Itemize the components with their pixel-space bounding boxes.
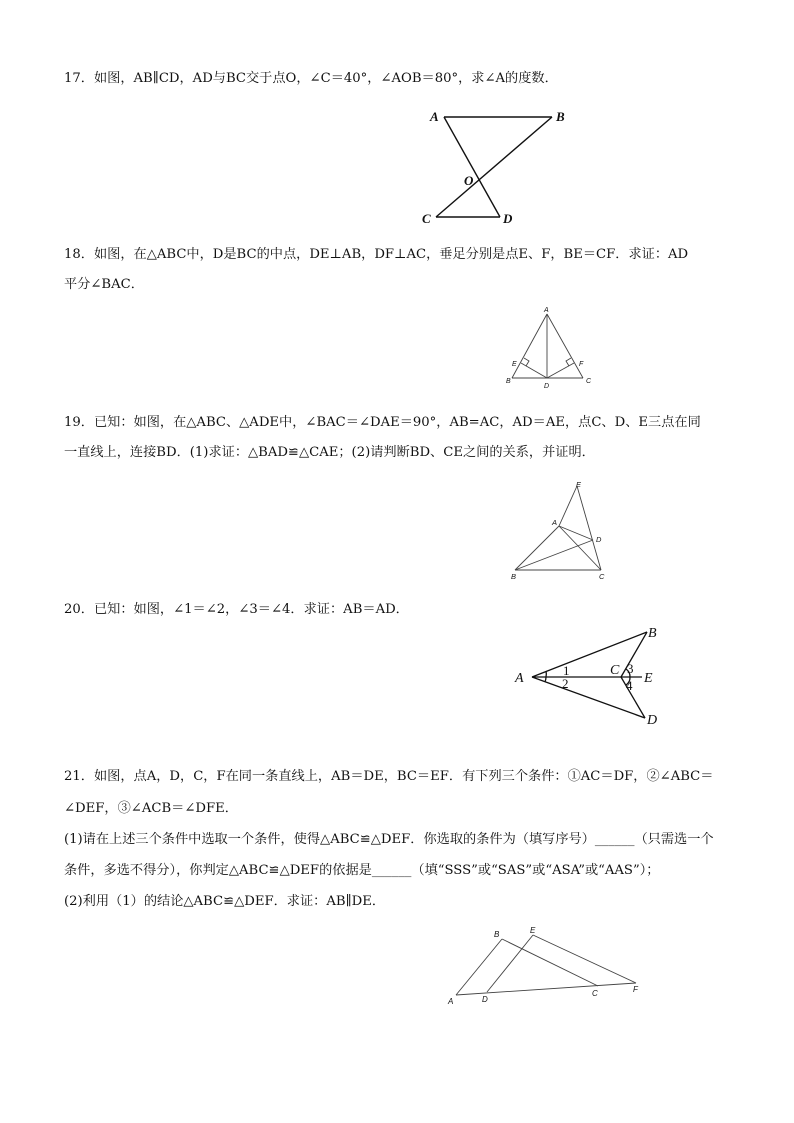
q17-lines: [436, 117, 552, 217]
segment-bc: [436, 117, 552, 217]
q21-line2: ∠DEF，③∠ACB＝∠DFE．: [64, 801, 238, 816]
q18-label-c: C: [586, 378, 592, 385]
q20-text: 20．已知：如图，∠1＝∠2，∠3＝∠4．求证：AB＝AD．: [64, 602, 409, 617]
q18-label-e: E: [512, 361, 517, 368]
q21-label-f: F: [633, 985, 638, 994]
q21-line5: (2)利用（1）的结论△ABC≌△DEF．求证：AB∥DE．: [64, 894, 386, 909]
q17-label-a: A: [430, 109, 439, 124]
segment-bc: [502, 939, 598, 986]
q17-label-b: B: [556, 109, 565, 124]
q20-label-d: D: [647, 713, 658, 728]
q20-label-1: 1: [563, 663, 570, 678]
q19-label-a: A: [552, 518, 558, 527]
segment-ef: [533, 935, 636, 983]
segment-df: [547, 363, 574, 378]
segment-de: [521, 363, 547, 378]
q18-line1: 18．如图，在△ABC中，D是BC的中点，DE⊥AB，DF⊥AC，垂足分别是点E、F，BE＝CF．求证：AD: [64, 247, 689, 262]
segment-bd: [515, 540, 593, 570]
q20-label-e: E: [644, 671, 653, 686]
q21-figure: [440, 922, 650, 1012]
segment-ab: [456, 939, 502, 995]
q20-label-a: A: [515, 671, 524, 686]
line-adcf: [456, 983, 636, 995]
q19-label-d: D: [596, 535, 602, 544]
q18-label-b: B: [506, 378, 511, 385]
angle-arc-2: [545, 677, 546, 682]
q17-figure: [420, 104, 580, 228]
q21-line4: 条件，多选不得分），你判定△ABC≌△DEF的依据是______（填“SSS”或“SAS”或“ASA”或“AAS”）；: [64, 863, 660, 878]
segment-cd: [621, 677, 645, 718]
q21-label-b: B: [494, 930, 500, 939]
q20-label-2: 2: [562, 676, 569, 691]
q21-label-d: D: [482, 995, 488, 1004]
q19-label-c: C: [599, 572, 605, 581]
q20-label-3: 3: [627, 661, 634, 676]
q19-line2: 一直线上，连接BD．(1)求证：△BAD≌△CAE；(2)请判断BD、CE之间的关系，并证明．: [64, 445, 595, 460]
q17-text: 17．如图，AB∥CD，AD与BC交于点O，∠C＝40°，∠AOB＝80°，求∠A的度数．: [64, 71, 558, 86]
q20-label-4: 4: [626, 678, 633, 693]
q17-label-o: O: [464, 173, 474, 188]
q20-label-b: B: [648, 626, 657, 641]
q17-label-d: D: [503, 211, 513, 226]
segment-ad: [559, 526, 593, 540]
q21-label-e: E: [530, 926, 536, 935]
segment-ab: [515, 526, 559, 570]
segment-de: [487, 935, 533, 992]
q19-line1: 19．已知：如图，在△ABC、△ADE中，∠BAC＝∠DAE＝90°，AB=AC，AD＝AE，点C、D、E三点在同: [64, 415, 701, 430]
q17-label-c: C: [422, 211, 431, 226]
q21-label-c: C: [592, 989, 598, 998]
q19-label-e: E: [576, 480, 582, 489]
q20-label-c: C: [610, 663, 620, 678]
q19-figure: [505, 478, 615, 583]
q20-figure: [512, 620, 672, 732]
q18-label-d: D: [544, 383, 550, 390]
q18-line2: 平分∠BAC．: [64, 277, 144, 292]
q21-label-a: A: [448, 997, 454, 1006]
q18-label-f: F: [579, 361, 584, 368]
segment-ea: [559, 486, 577, 526]
q21-line3: (1)请在上述三个条件中选取一个条件，使得△ABC≌△DEF．你选取的条件为（填写序号）______（只需选一个: [64, 832, 714, 847]
q18-figure: [500, 302, 600, 392]
q18-label-a: A: [544, 307, 549, 314]
q19-label-b: B: [511, 572, 517, 581]
q21-line1: 21．如图，点A，D，C，F在同一条直线上，AB＝DE，BC＝EF．有下列三个条件：①AC＝DF，②∠ABC＝: [64, 769, 714, 784]
